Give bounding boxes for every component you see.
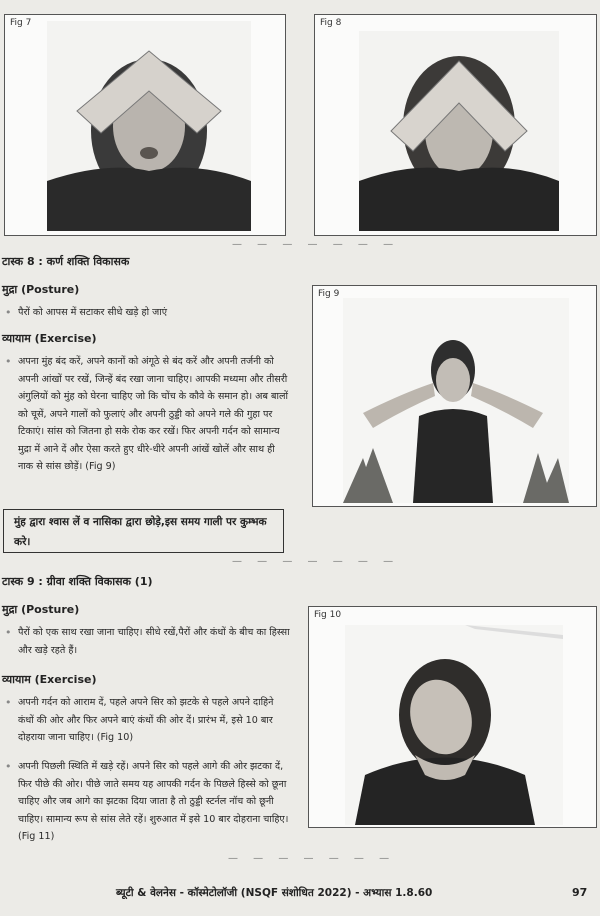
task9-title: टास्क 9 : ग्रीवा शक्ति विकासक (1) bbox=[2, 575, 153, 588]
footer-text: ब्यूटी & वेलनेस - कॉस्मेटोलॉजी (NSQF संशोधित 2022) - अभ्यास 1.8.60 bbox=[116, 887, 433, 899]
task9-posture-item: • पैरों को एक साथ रखा जाना चाहिए। सीधे रखें,पैरों और कंधों के बीच का हिस्सा और खड़े रहते हैं। bbox=[18, 624, 290, 659]
figure-label: Fig 9 bbox=[318, 289, 340, 299]
fig8-photo bbox=[359, 31, 559, 231]
task8-posture-item: • पैरों को आपस में सटाकर सीधे खड़े हो जाएं bbox=[18, 304, 288, 322]
task9-exercise-heading: व्यायाम (Exercise) bbox=[2, 673, 97, 686]
task9-exercise-item: • अपनी गर्दन को आराम दें, पहले अपने सिर को झटके से पहले अपने दाहिने कंधों की ओर और फिर अपने बाएं कंधों की ओर दें। प्रारंभ में, इसे 10 बार दोहराया जाना चाहिए। (Fig 10) bbox=[18, 694, 290, 747]
task9-exercise-item: • अपनी पिछली स्थिति में खड़े रहें। अपने सिर को पहले आगे की ओर झटका दें, फिर पीछे की ओर। पीछे जाते समय यह आपकी गर्दन के पिछले हिस्से को छूना चाहिए और जब आगे का झटका दिया जाता है तो ठुड्डी स्टर्नल नॉच को छूनी चाहिए। सामान्य रूप से सांस लेते रहें। शुरुआत में इसे 10 बार दोहराना चाहिए। (Fig 11) bbox=[18, 758, 290, 846]
separator: — — — — — — — bbox=[232, 239, 400, 250]
task8-exercise-item: • अपना मुंह बंद करें, अपने कानों को अंगूठे से बंद करें और अपनी तर्जनी को अपनी आंखों पर रखें, जिन्हें बंद रखा जाना चाहिए। आपकी मध्यमा और तीसरी अंगुलियों को मुंह को घेरना चाहिए जो कि चोंच के कौवे के समान हो। अब बालों को चूसें, अपने गालों को फुलाएं और अपनी ठुड्डी को अपने गले की गुहा पर टिकाएं। सांस को जितना हो सके रोक कर रखें। फिर अपनी गर्दन को सामान्य मुद्रा में आने दें और ऐसा करते हुए धीरे-धीरे अपनी आंखें खोलें और साथ ही नाक से सांस छोड़ें। (Fig 9) bbox=[18, 353, 290, 476]
figure-label: Fig 10 bbox=[314, 610, 342, 620]
task8-exercise-heading: व्यायाम (Exercise) bbox=[2, 332, 97, 345]
fig10-photo bbox=[345, 625, 563, 825]
figure-8 bbox=[314, 14, 597, 236]
task8-note-text: मुंह द्वारा श्वास लें व नासिका द्वारा छोड़े,इस समय गाली पर कुम्भक करे। bbox=[14, 516, 267, 548]
page-number: 97 bbox=[572, 886, 588, 899]
fig9-photo bbox=[343, 298, 569, 503]
figure-label: Fig 8 bbox=[320, 18, 342, 28]
task8-title: टास्क 8 : कर्ण शक्ति विकासक bbox=[2, 255, 130, 268]
figure-9 bbox=[312, 285, 597, 507]
task9-posture-heading: मुद्रा (Posture) bbox=[2, 603, 80, 616]
separator: — — — — — — — bbox=[232, 556, 400, 567]
figure-label: Fig 7 bbox=[10, 18, 32, 28]
fig7-photo bbox=[47, 21, 251, 231]
separator: — — — — — — — bbox=[228, 853, 396, 864]
figure-7 bbox=[4, 14, 286, 236]
task8-note bbox=[3, 509, 284, 553]
task8-posture-heading: मुद्रा (Posture) bbox=[2, 283, 80, 296]
figure-10 bbox=[308, 606, 597, 828]
